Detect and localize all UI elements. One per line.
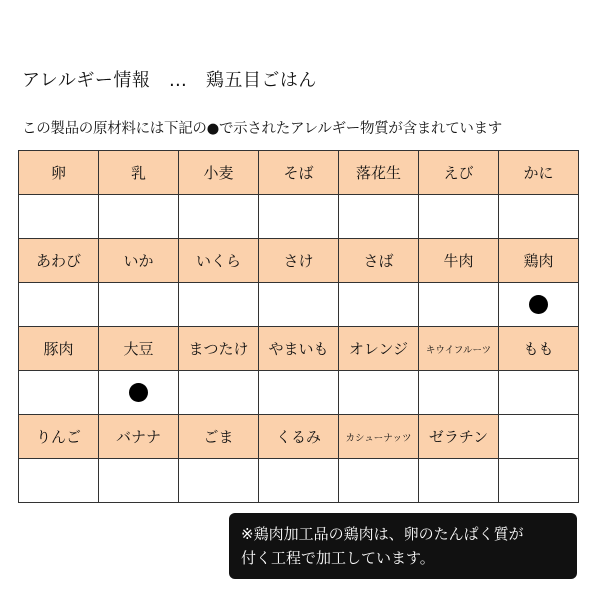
allergen-mark-cell bbox=[499, 283, 579, 327]
allergen-name-cell: あわび bbox=[19, 239, 99, 283]
allergen-mark-cell bbox=[99, 371, 179, 415]
allergen-mark-cell bbox=[99, 459, 179, 503]
note-box bbox=[229, 513, 577, 579]
allergen-name-cell: いくら bbox=[179, 239, 259, 283]
note-line-2: 付く工程で加工しています。 bbox=[241, 549, 435, 567]
page-subtitle: この製品の原材料には下記の●で示されたアレルギー物質が含まれています bbox=[22, 121, 503, 137]
allergen-mark-cell bbox=[499, 459, 579, 503]
allergen-mark-cell bbox=[19, 459, 99, 503]
allergen-mark-cell bbox=[339, 459, 419, 503]
allergen-name-cell: 豚肉 bbox=[19, 327, 99, 371]
contains-mark-icon bbox=[529, 295, 548, 314]
allergen-mark-row bbox=[19, 283, 579, 327]
allergen-name-cell: かに bbox=[499, 151, 579, 195]
allergen-name-cell: りんご bbox=[19, 415, 99, 459]
allergen-mark-cell bbox=[19, 283, 99, 327]
allergen-name-cell: 大豆 bbox=[99, 327, 179, 371]
allergen-name-cell: オレンジ bbox=[339, 327, 419, 371]
allergen-mark-cell bbox=[339, 195, 419, 239]
allergen-mark-cell bbox=[419, 283, 499, 327]
allergen-name-cell: 鶏肉 bbox=[499, 239, 579, 283]
allergen-name-cell: 小麦 bbox=[179, 151, 259, 195]
allergen-mark-cell bbox=[179, 459, 259, 503]
allergen-mark-cell bbox=[259, 459, 339, 503]
allergen-mark-cell bbox=[499, 371, 579, 415]
allergen-name-cell: カシューナッツ bbox=[339, 415, 419, 459]
allergen-mark-cell bbox=[259, 195, 339, 239]
allergen-mark-cell bbox=[419, 459, 499, 503]
allergen-mark-cell bbox=[339, 371, 419, 415]
allergen-mark-cell bbox=[339, 283, 419, 327]
allergen-mark-cell bbox=[419, 371, 499, 415]
allergen-name-cell: そば bbox=[259, 151, 339, 195]
allergen-name-row bbox=[19, 327, 579, 371]
allergen-name-row bbox=[19, 151, 579, 195]
allergen-table bbox=[18, 150, 579, 503]
allergen-name-cell: 乳 bbox=[99, 151, 179, 195]
note-line-1: ※鶏肉加工品の鶏肉は、卵のたんぱく質が bbox=[241, 525, 524, 543]
allergen-mark-cell bbox=[259, 283, 339, 327]
allergen-mark-cell bbox=[19, 195, 99, 239]
allergen-mark-row bbox=[19, 459, 579, 503]
allergen-name-row bbox=[19, 415, 579, 459]
allergen-mark-cell bbox=[179, 283, 259, 327]
page-title: アレルギー情報 … 鶏五目ごはん bbox=[22, 70, 317, 91]
allergen-mark-row bbox=[19, 195, 579, 239]
allergen-name-row bbox=[19, 239, 579, 283]
allergen-mark-cell bbox=[99, 195, 179, 239]
allergen-name-cell: もも bbox=[499, 327, 579, 371]
empty-cell bbox=[499, 415, 579, 459]
allergen-name-cell: 落花生 bbox=[339, 151, 419, 195]
allergen-name-cell: 牛肉 bbox=[419, 239, 499, 283]
contains-mark-icon bbox=[129, 383, 148, 402]
allergen-name-cell: まつたけ bbox=[179, 327, 259, 371]
allergen-mark-cell bbox=[259, 371, 339, 415]
allergen-name-cell: バナナ bbox=[99, 415, 179, 459]
allergen-mark-cell bbox=[419, 195, 499, 239]
allergen-mark-cell bbox=[499, 195, 579, 239]
allergen-name-cell: ゼラチン bbox=[419, 415, 499, 459]
allergen-name-cell: やまいも bbox=[259, 327, 339, 371]
allergen-mark-cell bbox=[19, 371, 99, 415]
allergen-mark-cell bbox=[179, 195, 259, 239]
allergen-name-cell: さば bbox=[339, 239, 419, 283]
allergen-mark-cell bbox=[99, 283, 179, 327]
allergen-name-cell: キウイフルーツ bbox=[419, 327, 499, 371]
allergen-name-cell: 卵 bbox=[19, 151, 99, 195]
allergen-mark-row bbox=[19, 371, 579, 415]
allergen-mark-cell bbox=[179, 371, 259, 415]
allergen-name-cell: ごま bbox=[179, 415, 259, 459]
allergen-name-cell: えび bbox=[419, 151, 499, 195]
allergen-name-cell: くるみ bbox=[259, 415, 339, 459]
allergen-name-cell: いか bbox=[99, 239, 179, 283]
allergen-name-cell: さけ bbox=[259, 239, 339, 283]
